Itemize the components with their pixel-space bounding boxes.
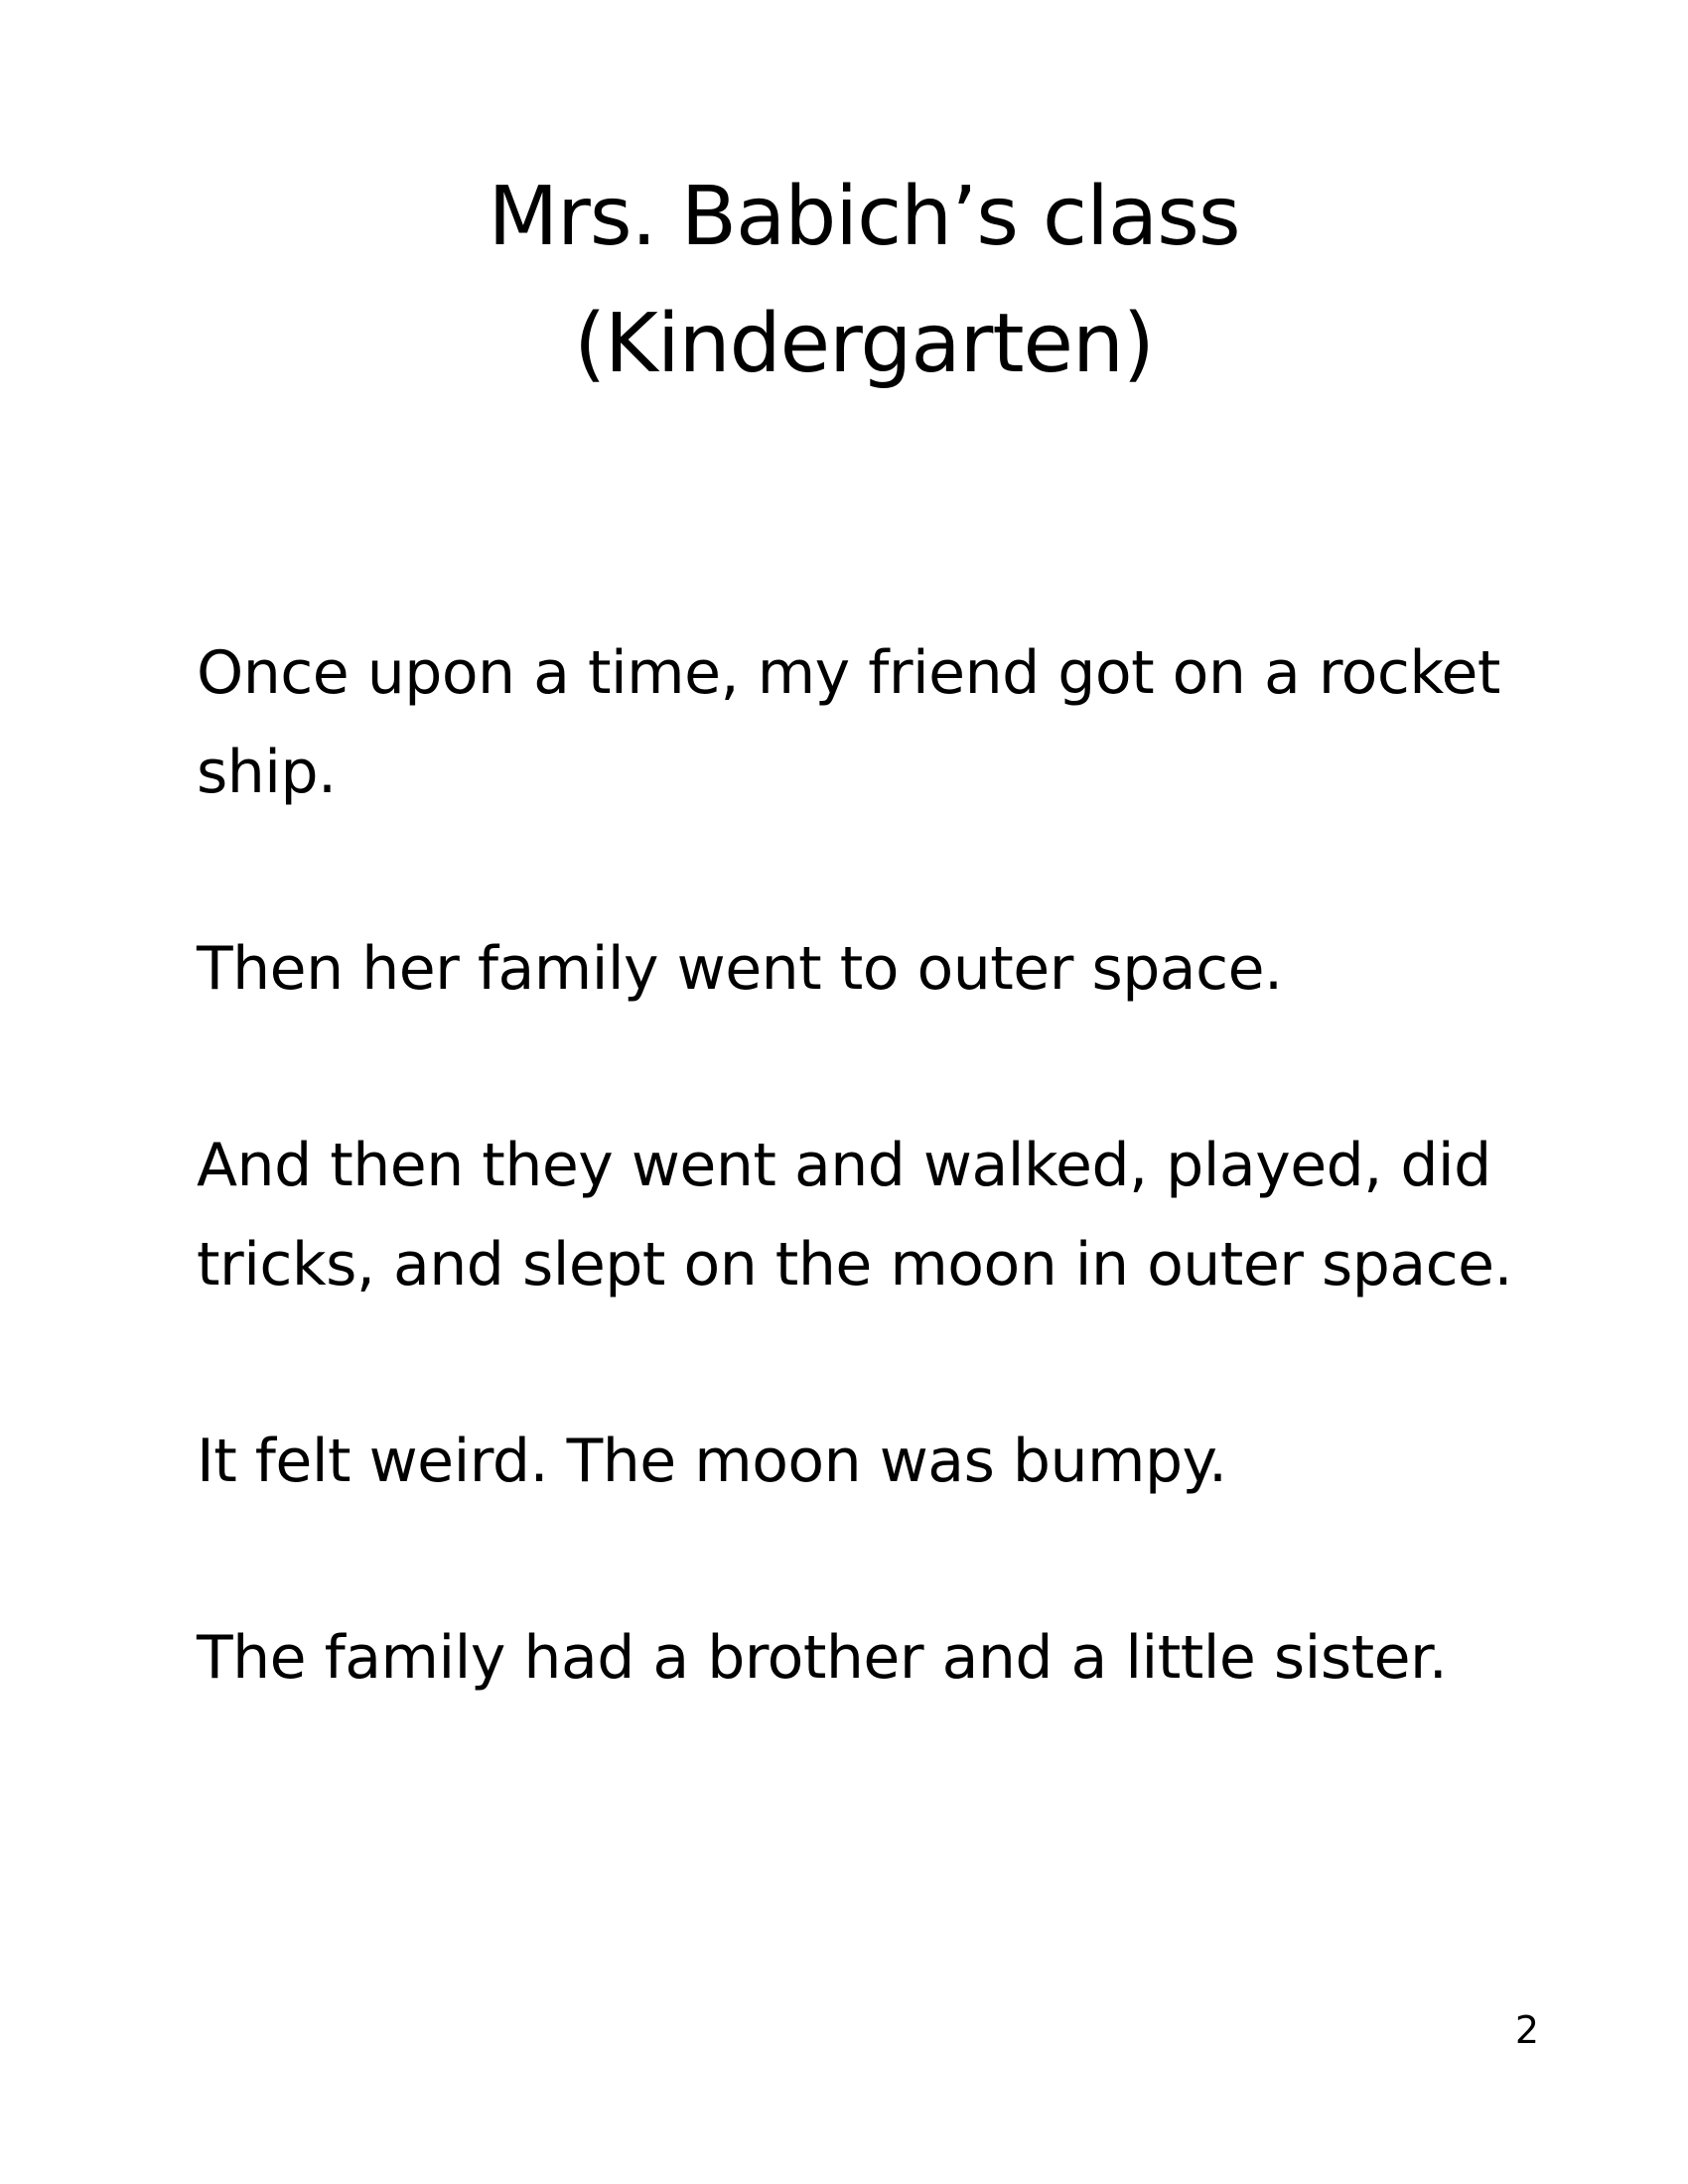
story-paragraph-5: The family had a brother and a little sister. (197, 1623, 1448, 1693)
title-grade: (Kindergarten) (574, 297, 1154, 391)
story-paragraph-1: Once upon a time, my friend got on a rocket ship. (197, 638, 1500, 807)
story-body (197, 623, 1547, 1707)
page-number: 2 (1514, 2008, 1539, 2052)
story-paragraph-3: And then they went and walked, played, did tricks, and slept on the moon in outer space. (197, 1131, 1513, 1299)
title-class-name: Mrs. Babich’s class (488, 170, 1240, 264)
story-paragraph-2: Then her family went to outer space. (197, 934, 1283, 1004)
story-paragraph-4: It felt weird. The moon was bumpy. (197, 1427, 1227, 1496)
page-title (0, 154, 1688, 408)
